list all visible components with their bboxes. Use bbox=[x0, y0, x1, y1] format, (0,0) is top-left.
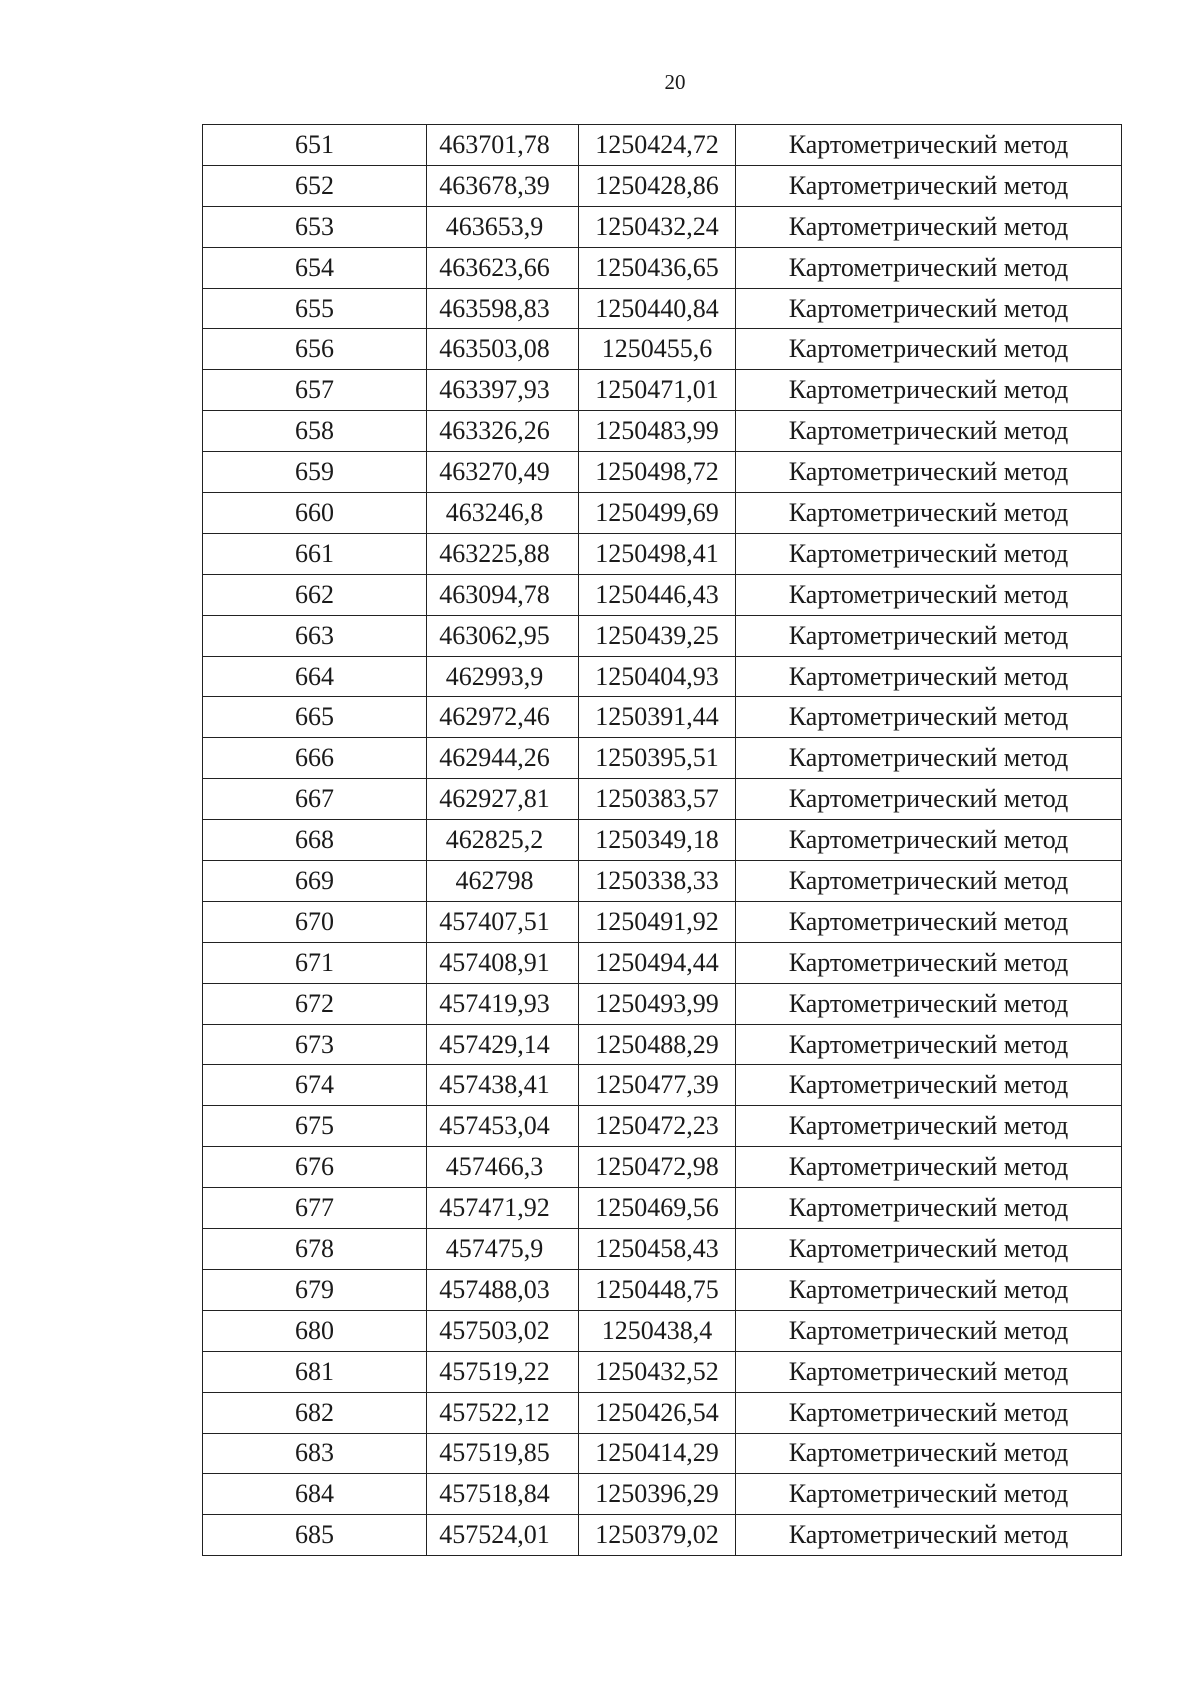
point-number-cell: 675 bbox=[203, 1106, 427, 1147]
x-coordinate-cell: 463701,78 bbox=[427, 125, 579, 166]
y-coordinate-cell: 1250432,52 bbox=[579, 1351, 736, 1392]
table-row bbox=[203, 1065, 1122, 1106]
point-number-cell: 664 bbox=[203, 656, 427, 697]
x-coordinate-cell: 463678,39 bbox=[427, 165, 579, 206]
table-row bbox=[203, 125, 1122, 166]
table-row bbox=[203, 1188, 1122, 1229]
point-number-cell: 654 bbox=[203, 247, 427, 288]
point-number-cell: 661 bbox=[203, 533, 427, 574]
method-cell: Картометрический метод bbox=[736, 1065, 1122, 1106]
point-number-cell: 677 bbox=[203, 1188, 427, 1229]
x-coordinate-cell: 457429,14 bbox=[427, 1024, 579, 1065]
point-number-cell: 673 bbox=[203, 1024, 427, 1065]
method-cell: Картометрический метод bbox=[736, 901, 1122, 942]
point-number-cell: 655 bbox=[203, 288, 427, 329]
point-number-cell: 683 bbox=[203, 1433, 427, 1474]
method-cell: Картометрический метод bbox=[736, 165, 1122, 206]
x-coordinate-cell: 463653,9 bbox=[427, 206, 579, 247]
table-row bbox=[203, 697, 1122, 738]
x-coordinate-cell: 457518,84 bbox=[427, 1474, 579, 1515]
point-number-cell: 670 bbox=[203, 901, 427, 942]
y-coordinate-cell: 1250498,72 bbox=[579, 452, 736, 493]
table-row bbox=[203, 1024, 1122, 1065]
y-coordinate-cell: 1250472,98 bbox=[579, 1147, 736, 1188]
x-coordinate-cell: 462825,2 bbox=[427, 820, 579, 861]
y-coordinate-cell: 1250436,65 bbox=[579, 247, 736, 288]
x-coordinate-cell: 463225,88 bbox=[427, 533, 579, 574]
method-cell: Картометрический метод bbox=[736, 452, 1122, 493]
point-number-cell: 653 bbox=[203, 206, 427, 247]
y-coordinate-cell: 1250338,33 bbox=[579, 861, 736, 902]
x-coordinate-cell: 457438,41 bbox=[427, 1065, 579, 1106]
table-row bbox=[203, 738, 1122, 779]
method-cell: Картометрический метод bbox=[736, 247, 1122, 288]
method-cell: Картометрический метод bbox=[736, 1024, 1122, 1065]
table-row bbox=[203, 493, 1122, 534]
y-coordinate-cell: 1250379,02 bbox=[579, 1515, 736, 1556]
x-coordinate-cell: 457522,12 bbox=[427, 1392, 579, 1433]
x-coordinate-cell: 463503,08 bbox=[427, 329, 579, 370]
x-coordinate-cell: 457519,22 bbox=[427, 1351, 579, 1392]
y-coordinate-cell: 1250458,43 bbox=[579, 1229, 736, 1270]
table-row bbox=[203, 574, 1122, 615]
y-coordinate-cell: 1250426,54 bbox=[579, 1392, 736, 1433]
x-coordinate-cell: 462993,9 bbox=[427, 656, 579, 697]
point-number-cell: 652 bbox=[203, 165, 427, 206]
method-cell: Картометрический метод bbox=[736, 1433, 1122, 1474]
table-row bbox=[203, 983, 1122, 1024]
y-coordinate-cell: 1250483,99 bbox=[579, 411, 736, 452]
point-number-cell: 684 bbox=[203, 1474, 427, 1515]
y-coordinate-cell: 1250494,44 bbox=[579, 942, 736, 983]
method-cell: Картометрический метод bbox=[736, 1310, 1122, 1351]
x-coordinate-cell: 463270,49 bbox=[427, 452, 579, 493]
x-coordinate-cell: 457519,85 bbox=[427, 1433, 579, 1474]
table-row bbox=[203, 820, 1122, 861]
table-row bbox=[203, 1474, 1122, 1515]
method-cell: Картометрический метод bbox=[736, 983, 1122, 1024]
point-number-cell: 656 bbox=[203, 329, 427, 370]
y-coordinate-cell: 1250428,86 bbox=[579, 165, 736, 206]
table-row bbox=[203, 452, 1122, 493]
x-coordinate-cell: 462798 bbox=[427, 861, 579, 902]
table-row bbox=[203, 370, 1122, 411]
y-coordinate-cell: 1250424,72 bbox=[579, 125, 736, 166]
point-number-cell: 663 bbox=[203, 615, 427, 656]
method-cell: Картометрический метод bbox=[736, 1269, 1122, 1310]
x-coordinate-cell: 463246,8 bbox=[427, 493, 579, 534]
y-coordinate-cell: 1250477,39 bbox=[579, 1065, 736, 1106]
point-number-cell: 667 bbox=[203, 779, 427, 820]
method-cell: Картометрический метод bbox=[736, 738, 1122, 779]
table-row bbox=[203, 615, 1122, 656]
point-number-cell: 662 bbox=[203, 574, 427, 615]
y-coordinate-cell: 1250396,29 bbox=[579, 1474, 736, 1515]
point-number-cell: 659 bbox=[203, 452, 427, 493]
x-coordinate-cell: 462972,46 bbox=[427, 697, 579, 738]
y-coordinate-cell: 1250404,93 bbox=[579, 656, 736, 697]
table-row bbox=[203, 288, 1122, 329]
point-number-cell: 651 bbox=[203, 125, 427, 166]
point-number-cell: 679 bbox=[203, 1269, 427, 1310]
method-cell: Картометрический метод bbox=[736, 574, 1122, 615]
point-number-cell: 671 bbox=[203, 942, 427, 983]
y-coordinate-cell: 1250472,23 bbox=[579, 1106, 736, 1147]
table-row bbox=[203, 1351, 1122, 1392]
x-coordinate-cell: 463598,83 bbox=[427, 288, 579, 329]
table-row bbox=[203, 1515, 1122, 1556]
x-coordinate-cell: 462944,26 bbox=[427, 738, 579, 779]
y-coordinate-cell: 1250488,29 bbox=[579, 1024, 736, 1065]
table-row bbox=[203, 206, 1122, 247]
y-coordinate-cell: 1250499,69 bbox=[579, 493, 736, 534]
point-number-cell: 676 bbox=[203, 1147, 427, 1188]
point-number-cell: 660 bbox=[203, 493, 427, 534]
table-row bbox=[203, 779, 1122, 820]
point-number-cell: 678 bbox=[203, 1229, 427, 1270]
table-row bbox=[203, 942, 1122, 983]
table-row bbox=[203, 247, 1122, 288]
point-number-cell: 680 bbox=[203, 1310, 427, 1351]
table-row bbox=[203, 1106, 1122, 1147]
y-coordinate-cell: 1250469,56 bbox=[579, 1188, 736, 1229]
point-number-cell: 658 bbox=[203, 411, 427, 452]
point-number-cell: 665 bbox=[203, 697, 427, 738]
method-cell: Картометрический метод bbox=[736, 861, 1122, 902]
table-row bbox=[203, 165, 1122, 206]
x-coordinate-cell: 463062,95 bbox=[427, 615, 579, 656]
x-coordinate-cell: 462927,81 bbox=[427, 779, 579, 820]
y-coordinate-cell: 1250446,43 bbox=[579, 574, 736, 615]
method-cell: Картометрический метод bbox=[736, 288, 1122, 329]
method-cell: Картометрический метод bbox=[736, 1106, 1122, 1147]
coordinates-table-body bbox=[203, 125, 1122, 1556]
point-number-cell: 682 bbox=[203, 1392, 427, 1433]
method-cell: Картометрический метод bbox=[736, 1474, 1122, 1515]
method-cell: Картометрический метод bbox=[736, 1515, 1122, 1556]
coordinates-table bbox=[202, 124, 1122, 1556]
x-coordinate-cell: 457475,9 bbox=[427, 1229, 579, 1270]
method-cell: Картометрический метод bbox=[736, 370, 1122, 411]
table-row bbox=[203, 1147, 1122, 1188]
point-number-cell: 674 bbox=[203, 1065, 427, 1106]
table-row bbox=[203, 861, 1122, 902]
method-cell: Картометрический метод bbox=[736, 493, 1122, 534]
point-number-cell: 668 bbox=[203, 820, 427, 861]
method-cell: Картометрический метод bbox=[736, 329, 1122, 370]
x-coordinate-cell: 457419,93 bbox=[427, 983, 579, 1024]
y-coordinate-cell: 1250414,29 bbox=[579, 1433, 736, 1474]
y-coordinate-cell: 1250349,18 bbox=[579, 820, 736, 861]
x-coordinate-cell: 457466,3 bbox=[427, 1147, 579, 1188]
table-row bbox=[203, 656, 1122, 697]
table-row bbox=[203, 411, 1122, 452]
method-cell: Картометрический метод bbox=[736, 615, 1122, 656]
method-cell: Картометрический метод bbox=[736, 820, 1122, 861]
x-coordinate-cell: 463397,93 bbox=[427, 370, 579, 411]
method-cell: Картометрический метод bbox=[736, 1229, 1122, 1270]
table-row bbox=[203, 329, 1122, 370]
y-coordinate-cell: 1250391,44 bbox=[579, 697, 736, 738]
x-coordinate-cell: 457524,01 bbox=[427, 1515, 579, 1556]
point-number-cell: 685 bbox=[203, 1515, 427, 1556]
x-coordinate-cell: 457408,91 bbox=[427, 942, 579, 983]
point-number-cell: 669 bbox=[203, 861, 427, 902]
point-number-cell: 657 bbox=[203, 370, 427, 411]
table-row bbox=[203, 533, 1122, 574]
method-cell: Картометрический метод bbox=[736, 697, 1122, 738]
y-coordinate-cell: 1250493,99 bbox=[579, 983, 736, 1024]
point-number-cell: 672 bbox=[203, 983, 427, 1024]
y-coordinate-cell: 1250439,25 bbox=[579, 615, 736, 656]
method-cell: Картометрический метод bbox=[736, 942, 1122, 983]
x-coordinate-cell: 457503,02 bbox=[427, 1310, 579, 1351]
page-number: 20 bbox=[664, 70, 686, 94]
point-number-cell: 681 bbox=[203, 1351, 427, 1392]
x-coordinate-cell: 463623,66 bbox=[427, 247, 579, 288]
table-row bbox=[203, 1310, 1122, 1351]
method-cell: Картометрический метод bbox=[736, 411, 1122, 452]
point-number-cell: 666 bbox=[203, 738, 427, 779]
y-coordinate-cell: 1250471,01 bbox=[579, 370, 736, 411]
y-coordinate-cell: 1250440,84 bbox=[579, 288, 736, 329]
table-row bbox=[203, 1392, 1122, 1433]
x-coordinate-cell: 463326,26 bbox=[427, 411, 579, 452]
method-cell: Картометрический метод bbox=[736, 1188, 1122, 1229]
method-cell: Картометрический метод bbox=[736, 656, 1122, 697]
x-coordinate-cell: 457471,92 bbox=[427, 1188, 579, 1229]
table-row bbox=[203, 901, 1122, 942]
method-cell: Картометрический метод bbox=[736, 1351, 1122, 1392]
table-row bbox=[203, 1433, 1122, 1474]
y-coordinate-cell: 1250383,57 bbox=[579, 779, 736, 820]
x-coordinate-cell: 457407,51 bbox=[427, 901, 579, 942]
y-coordinate-cell: 1250498,41 bbox=[579, 533, 736, 574]
y-coordinate-cell: 1250432,24 bbox=[579, 206, 736, 247]
method-cell: Картометрический метод bbox=[736, 206, 1122, 247]
method-cell: Картометрический метод bbox=[736, 779, 1122, 820]
method-cell: Картометрический метод bbox=[736, 1392, 1122, 1433]
table-row bbox=[203, 1229, 1122, 1270]
y-coordinate-cell: 1250438,4 bbox=[579, 1310, 736, 1351]
y-coordinate-cell: 1250448,75 bbox=[579, 1269, 736, 1310]
x-coordinate-cell: 463094,78 bbox=[427, 574, 579, 615]
y-coordinate-cell: 1250491,92 bbox=[579, 901, 736, 942]
y-coordinate-cell: 1250395,51 bbox=[579, 738, 736, 779]
y-coordinate-cell: 1250455,6 bbox=[579, 329, 736, 370]
x-coordinate-cell: 457453,04 bbox=[427, 1106, 579, 1147]
method-cell: Картометрический метод bbox=[736, 125, 1122, 166]
method-cell: Картометрический метод bbox=[736, 533, 1122, 574]
x-coordinate-cell: 457488,03 bbox=[427, 1269, 579, 1310]
table-row bbox=[203, 1269, 1122, 1310]
method-cell: Картометрический метод bbox=[736, 1147, 1122, 1188]
